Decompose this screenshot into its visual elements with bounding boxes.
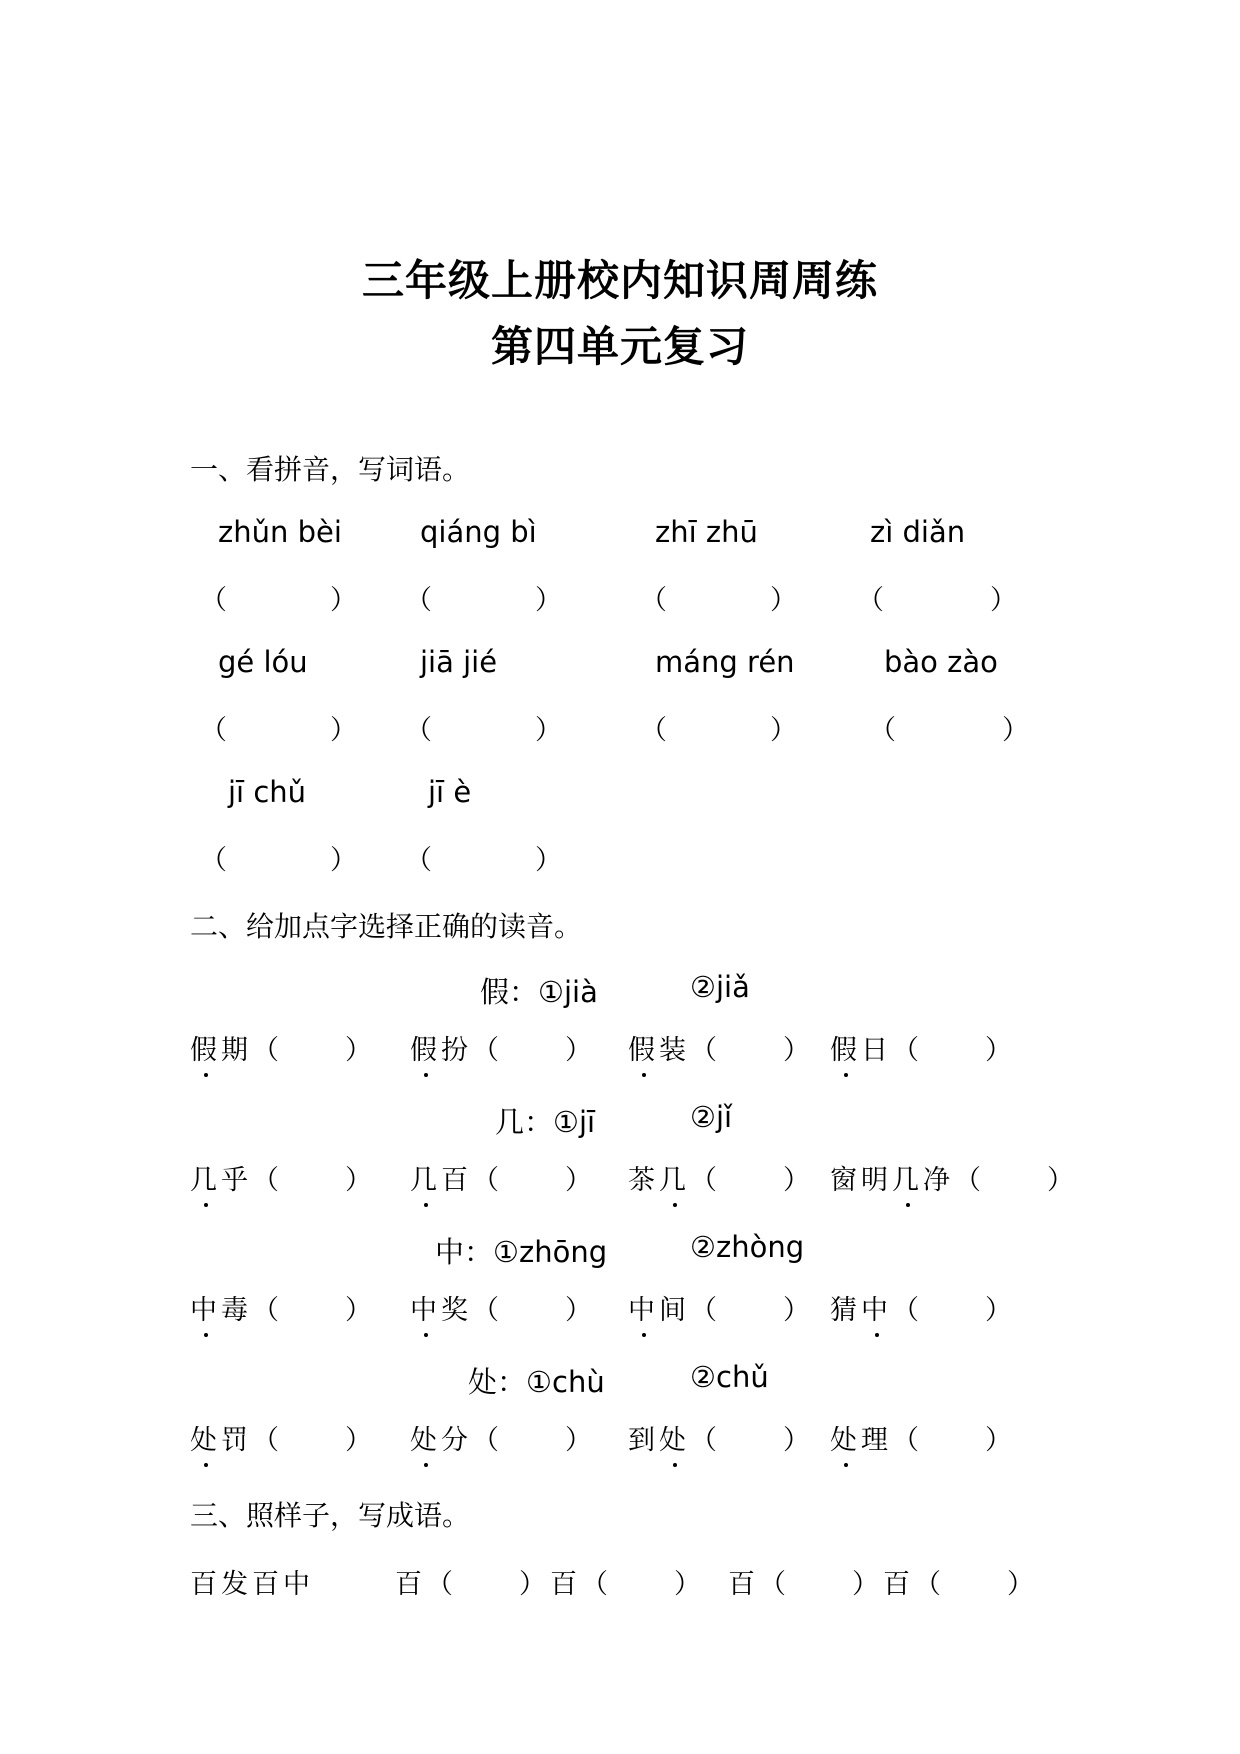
answer-blank[interactable]: （ ）: [472, 1425, 596, 1456]
answer-paren-open[interactable]: （: [405, 585, 432, 616]
answer-blank[interactable]: （ ）: [252, 1425, 376, 1456]
dotted-character: 假: [410, 1028, 441, 1067]
answer-blank[interactable]: （ ）: [690, 1295, 814, 1326]
idiom-blank-1[interactable]: 百（ ）百（ ）: [395, 1569, 705, 1600]
answer-blank[interactable]: （ ）: [954, 1165, 1078, 1196]
answer-paren-close[interactable]: ）: [330, 845, 357, 876]
answer-paren-close[interactable]: ）: [770, 715, 797, 746]
answer-paren-close[interactable]: ）: [535, 715, 562, 746]
answer-blank[interactable]: （ ）: [892, 1295, 1016, 1326]
word-choice-item: 茶几（ ）: [628, 1158, 814, 1197]
word-choice-item: 处分（ ）: [410, 1418, 596, 1457]
answer-paren-close[interactable]: ）: [535, 845, 562, 876]
pinyin-label: jī è: [428, 775, 472, 809]
word-choice-item: 处罚（ ）: [190, 1418, 376, 1457]
dotted-character: 中: [410, 1288, 441, 1327]
answer-paren-open[interactable]: （: [200, 845, 227, 876]
answer-blank[interactable]: （ ）: [252, 1035, 376, 1066]
answer-paren-close[interactable]: ）: [1002, 715, 1029, 746]
word-choice-item: 假期（ ）: [190, 1028, 376, 1067]
word-choice-item: 假扮（ ）: [410, 1028, 596, 1067]
answer-blank[interactable]: （ ）: [252, 1165, 376, 1196]
word-choice-item: 假装（ ）: [628, 1028, 814, 1067]
word-choice-item: 处理（ ）: [830, 1418, 1016, 1457]
pinyin-label: máng rén: [655, 645, 795, 679]
dotted-character: 几: [190, 1158, 221, 1197]
pinyin-label: jiā jié: [420, 645, 498, 679]
word-choice-item: 到处（ ）: [628, 1418, 814, 1457]
pinyin-label: qiáng bì: [420, 515, 537, 549]
dotted-character: 处: [410, 1418, 441, 1457]
reading-options: 几：①jī: [495, 1105, 596, 1139]
word-choice-item: 窗明几净（ ）: [830, 1158, 1078, 1197]
page-title: 三年级上册校内知识周周练: [361, 256, 878, 305]
word-choice-item: 几乎（ ）: [190, 1158, 376, 1197]
answer-blank[interactable]: （ ）: [892, 1425, 1016, 1456]
dotted-character: 处: [830, 1418, 861, 1457]
pinyin-label: jī chǔ: [228, 775, 307, 809]
dotted-character: 假: [190, 1028, 221, 1067]
answer-paren-open[interactable]: （: [405, 715, 432, 746]
answer-paren-open[interactable]: （: [857, 585, 884, 616]
pinyin-label: bào zào: [884, 645, 998, 679]
answer-paren-open[interactable]: （: [200, 585, 227, 616]
dotted-character: 中: [190, 1288, 221, 1327]
dotted-character: 几: [659, 1158, 690, 1197]
answer-paren-open[interactable]: （: [640, 715, 667, 746]
answer-paren-close[interactable]: ）: [535, 585, 562, 616]
dotted-character: 中: [628, 1288, 659, 1327]
page-subtitle: 第四单元复习: [490, 322, 749, 371]
word-choice-item: 几百（ ）: [410, 1158, 596, 1197]
word-choice-item: 假日（ ）: [830, 1028, 1016, 1067]
answer-blank[interactable]: （ ）: [690, 1035, 814, 1066]
word-choice-item: 中毒（ ）: [190, 1288, 376, 1327]
pinyin-label: zì diǎn: [870, 515, 966, 549]
answer-paren-close[interactable]: ）: [330, 585, 357, 616]
word-choice-item: 中间（ ）: [628, 1288, 814, 1327]
reading-option-2: ②jiǎ: [690, 970, 750, 1004]
dotted-character: 假: [830, 1028, 861, 1067]
answer-paren-close[interactable]: ）: [990, 585, 1017, 616]
reading-options: 中：①zhōng: [435, 1235, 608, 1269]
reading-option-2: ②jǐ: [690, 1100, 733, 1134]
dotted-character: 处: [190, 1418, 221, 1457]
answer-paren-open[interactable]: （: [640, 585, 667, 616]
reading-options: 假：①jià: [480, 975, 598, 1009]
dotted-character: 假: [628, 1028, 659, 1067]
answer-paren-open[interactable]: （: [869, 715, 896, 746]
dotted-character: 几: [410, 1158, 441, 1197]
section-heading-2: 二、给加点字选择正确的读音。: [190, 910, 583, 943]
answer-paren-close[interactable]: ）: [770, 585, 797, 616]
answer-paren-open[interactable]: （: [405, 845, 432, 876]
answer-blank[interactable]: （ ）: [252, 1295, 376, 1326]
idiom-blank-2[interactable]: 百（ ）百（ ）: [728, 1569, 1038, 1600]
answer-blank[interactable]: （ ）: [690, 1165, 814, 1196]
reading-options: 处：①chù: [468, 1365, 605, 1399]
answer-blank[interactable]: （ ）: [472, 1295, 596, 1326]
dotted-character: 中: [861, 1288, 892, 1327]
answer-blank[interactable]: （ ）: [892, 1035, 1016, 1066]
answer-blank[interactable]: （ ）: [472, 1035, 596, 1066]
dotted-character: 处: [659, 1418, 690, 1457]
word-choice-item: 猜中（ ）: [830, 1288, 1016, 1327]
idiom-example: 百发百中: [190, 1569, 314, 1600]
pinyin-label: gé lóu: [218, 645, 308, 679]
answer-paren-open[interactable]: （: [200, 715, 227, 746]
dotted-character: 几: [892, 1158, 923, 1197]
reading-option-2: ②zhòng: [690, 1230, 805, 1264]
answer-blank[interactable]: （ ）: [472, 1165, 596, 1196]
pinyin-label: zhī zhū: [655, 515, 758, 549]
section-heading-1: 一、看拼音，写词语。: [190, 453, 471, 486]
answer-blank[interactable]: （ ）: [690, 1425, 814, 1456]
word-choice-item: 中奖（ ）: [410, 1288, 596, 1327]
pinyin-label: zhǔn bèi: [218, 515, 342, 549]
section-heading-3: 三、照样子，写成语。: [190, 1499, 471, 1532]
answer-paren-close[interactable]: ）: [330, 715, 357, 746]
reading-option-2: ②chǔ: [690, 1360, 769, 1394]
